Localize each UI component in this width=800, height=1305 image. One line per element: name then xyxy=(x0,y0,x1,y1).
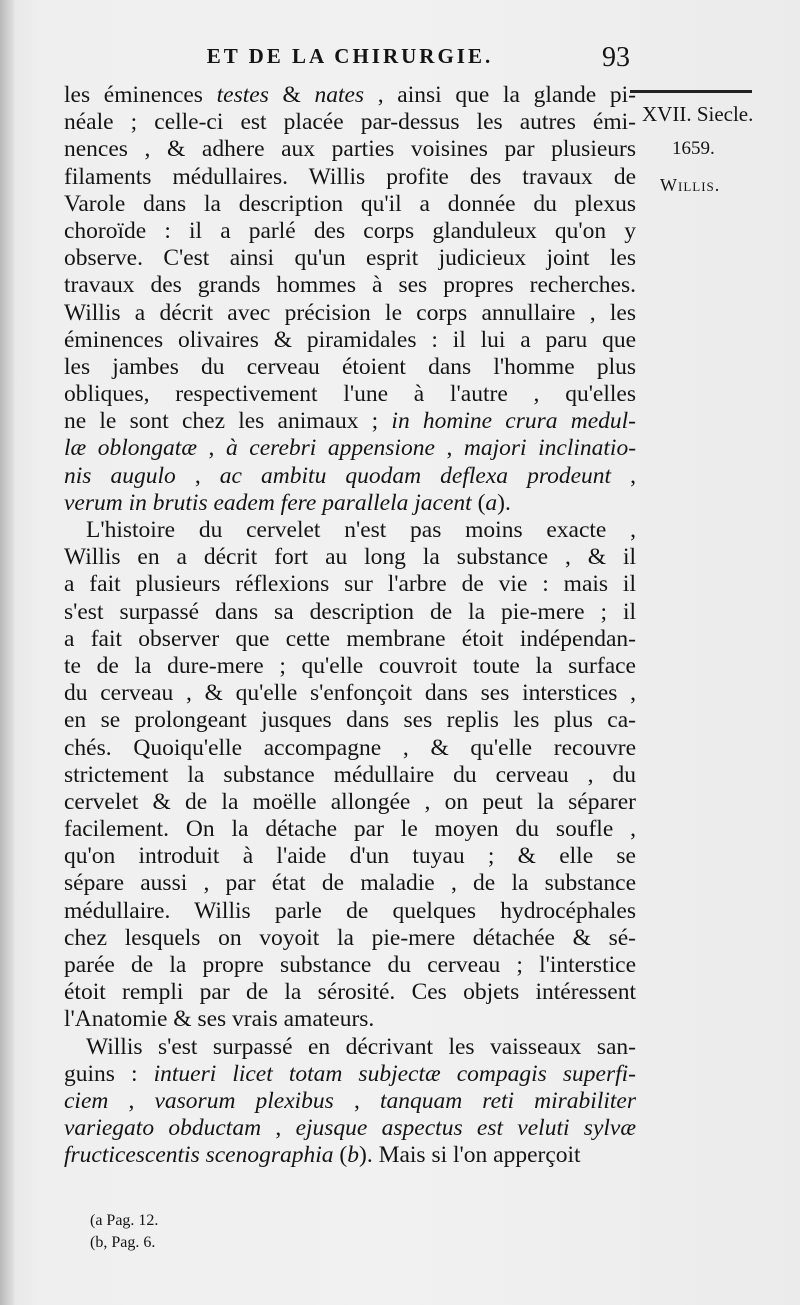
text-line xyxy=(64,789,636,816)
text-line xyxy=(64,272,636,299)
text-run: ( xyxy=(333,1142,348,1169)
text-line xyxy=(64,898,636,925)
text-run: filaments médullaires. Willis profite des travaux de xyxy=(64,163,636,190)
text-run: L'histoire du cervelet n'est pas moins exacte , xyxy=(86,517,636,543)
running-head: ET DE LA CHIRURGIE. xyxy=(206,44,494,68)
text-run: Willis en a décrit fort au long la substance , & il xyxy=(64,544,636,571)
text-run: , ainsi que la glande pi- xyxy=(364,82,636,108)
text-run: les éminences xyxy=(64,82,217,108)
text-line xyxy=(64,544,636,571)
text-run: strictement la substance médullaire du cerveau , du xyxy=(64,761,636,788)
text-run: , xyxy=(108,1087,155,1114)
text-run: facilement. On la détache par le moyen du soufle , xyxy=(64,816,636,843)
text-run: Willis s'est surpassé en décrivant les vaisseaux san- xyxy=(86,1033,636,1060)
text-line xyxy=(64,1061,636,1088)
page-gutter-shadow xyxy=(0,0,14,1305)
text-line xyxy=(64,354,636,381)
text-run: l'Anatomie & ses vrais amateurs. xyxy=(64,1006,375,1033)
italic-run: b xyxy=(347,1142,359,1169)
margin-note-year: 1659. xyxy=(672,138,715,159)
text-run: ne le sont chez les animaux ; xyxy=(64,408,392,435)
text-run: néale ; celle-ci est placée par-dessus les autres émi- xyxy=(64,109,636,136)
text-line xyxy=(64,408,636,435)
text-line xyxy=(64,218,636,245)
text-run: Varole dans la description qu'il a donnée du plexus xyxy=(64,190,636,217)
text-run: parée de la propre substance du cerveau ; l'interstice xyxy=(64,952,636,978)
text-run: a fait plusieurs réflexions sur l'arbre de vie : mais il xyxy=(64,571,636,598)
text-line xyxy=(64,952,636,979)
text-line xyxy=(64,870,636,897)
text-line xyxy=(64,816,636,843)
text-run: a fait observer que cette membrane étoit indépendan- xyxy=(64,625,636,652)
italic-run: a xyxy=(485,489,498,516)
text-run: Willis a décrit avec précision le corps annullaire , les xyxy=(64,299,636,326)
italic-run: tanquam reti mirabiliter xyxy=(379,1087,637,1114)
italic-run: ac ambitu quodam deflexa prodeunt xyxy=(219,462,612,489)
footnotes xyxy=(90,1210,158,1254)
footnote-b: (b, Pag. 6. xyxy=(90,1234,156,1251)
italic-run: ejusque aspectus est veluti sylvæ xyxy=(295,1115,637,1142)
text-line xyxy=(64,136,636,163)
page-number: 93 xyxy=(602,42,630,73)
text-run: ). xyxy=(497,489,511,516)
text-line xyxy=(64,463,636,490)
text-run: obliques, respectivement l'une à l'autre , qu'elles xyxy=(64,381,636,408)
text-run: chés. Quoiqu'elle accompagne , & qu'elle recouvre xyxy=(64,734,636,761)
text-line xyxy=(64,435,636,462)
text-line xyxy=(64,1142,636,1169)
text-run: qu'on introduit à l'aide d'un tuyau ; & elle se xyxy=(64,843,636,870)
text-line xyxy=(64,1006,636,1033)
text-line xyxy=(64,599,636,626)
margin-note-author: Willis. xyxy=(660,175,721,195)
text-run: les jambes du cerveau étoient dans l'homme plus xyxy=(64,353,636,380)
italic-run: testes xyxy=(216,82,269,108)
text-line xyxy=(64,490,636,517)
italic-run: majori inclinatio- xyxy=(463,435,637,462)
text-line xyxy=(64,245,636,272)
text-line xyxy=(64,571,636,598)
text-run: chez lesquels on voyoit la pie-mere détachée & sé- xyxy=(64,924,636,951)
text-run: ). Mais si l'on apperçoit xyxy=(359,1142,581,1169)
text-run: choroïde : il a parlé des corps glanduleux qu'on y xyxy=(64,217,636,244)
text-run: & xyxy=(268,82,315,108)
text-line xyxy=(64,707,636,734)
text-run: , xyxy=(611,462,637,489)
text-run: , xyxy=(333,1087,380,1114)
text-line xyxy=(64,925,636,952)
text-line xyxy=(64,680,636,707)
text-run: observe. C'est ainsi qu'un esprit judicieux joint les xyxy=(64,245,636,272)
italic-run: variegato obductam xyxy=(64,1115,262,1142)
text-run: , xyxy=(434,435,464,462)
text-run: étoit rempli par de la sérosité. Ces objets intéressent xyxy=(64,979,636,1006)
text-line xyxy=(64,653,636,680)
text-run: du cerveau , & qu'elle s'enfonçoit dans ses interstices , xyxy=(64,680,636,707)
margin-note-century: XVII. Siecle. xyxy=(642,102,754,126)
text-run: éminences olivaires & piramidales : il lui a paru que xyxy=(64,326,636,353)
text-run: s'est surpassé dans sa description de la pie-mere ; il xyxy=(64,598,636,625)
italic-run: nates xyxy=(314,82,365,108)
text-run: guins : xyxy=(64,1060,154,1087)
text-run: en se prolongeant jusques dans ses replis les plus ca- xyxy=(64,707,636,734)
italic-run: fructicescentis scenographia xyxy=(64,1142,334,1169)
text-line xyxy=(64,300,636,327)
text-run: te de la dure-mere ; qu'elle couvroit toute la surface xyxy=(64,652,636,679)
text-run: , xyxy=(197,435,226,462)
footnote-a: (a Pag. 12. xyxy=(90,1212,159,1229)
text-line xyxy=(64,517,636,544)
text-run: travaux des grands hommes à ses propres recherches. xyxy=(64,272,636,299)
text-run: cervelet & de la moëlle allongée , on peut la séparer xyxy=(64,788,636,815)
text-line xyxy=(64,735,636,762)
text-line xyxy=(64,762,636,789)
body-text xyxy=(64,82,636,1170)
text-line xyxy=(64,327,636,354)
italic-run: ciem xyxy=(64,1087,109,1114)
text-line xyxy=(64,82,636,109)
text-line xyxy=(64,381,636,408)
italic-run: nis augulo xyxy=(64,462,176,489)
text-line xyxy=(64,626,636,653)
text-line xyxy=(64,1115,636,1142)
text-line xyxy=(64,191,636,218)
italic-run: verum in brutis eadem fere parallela jacent xyxy=(64,489,472,516)
italic-run: in homine crura medul- xyxy=(391,408,637,435)
text-line xyxy=(64,109,636,136)
text-run: , xyxy=(175,462,220,489)
text-line xyxy=(64,979,636,1006)
italic-run: intueri licet totam subjectæ compagis superfi- xyxy=(153,1060,636,1087)
text-line xyxy=(64,1034,636,1061)
italic-run: læ oblongatæ xyxy=(64,435,197,462)
margin-rule xyxy=(630,90,752,93)
text-run: nences , & adhere aux parties voisines par plusieurs xyxy=(64,136,636,163)
text-line xyxy=(64,1088,636,1115)
text-run: médullaire. Willis parle de quelques hydrocéphales xyxy=(64,897,636,924)
text-line xyxy=(64,164,636,191)
text-run: , xyxy=(261,1115,296,1142)
text-run: sépare aussi , par état de maladie , de la substance xyxy=(64,870,636,897)
italic-run: vasorum plexibus xyxy=(154,1087,334,1114)
text-run: ( xyxy=(471,489,486,516)
text-line xyxy=(64,843,636,870)
italic-run: à cerebri appensione xyxy=(226,435,435,462)
